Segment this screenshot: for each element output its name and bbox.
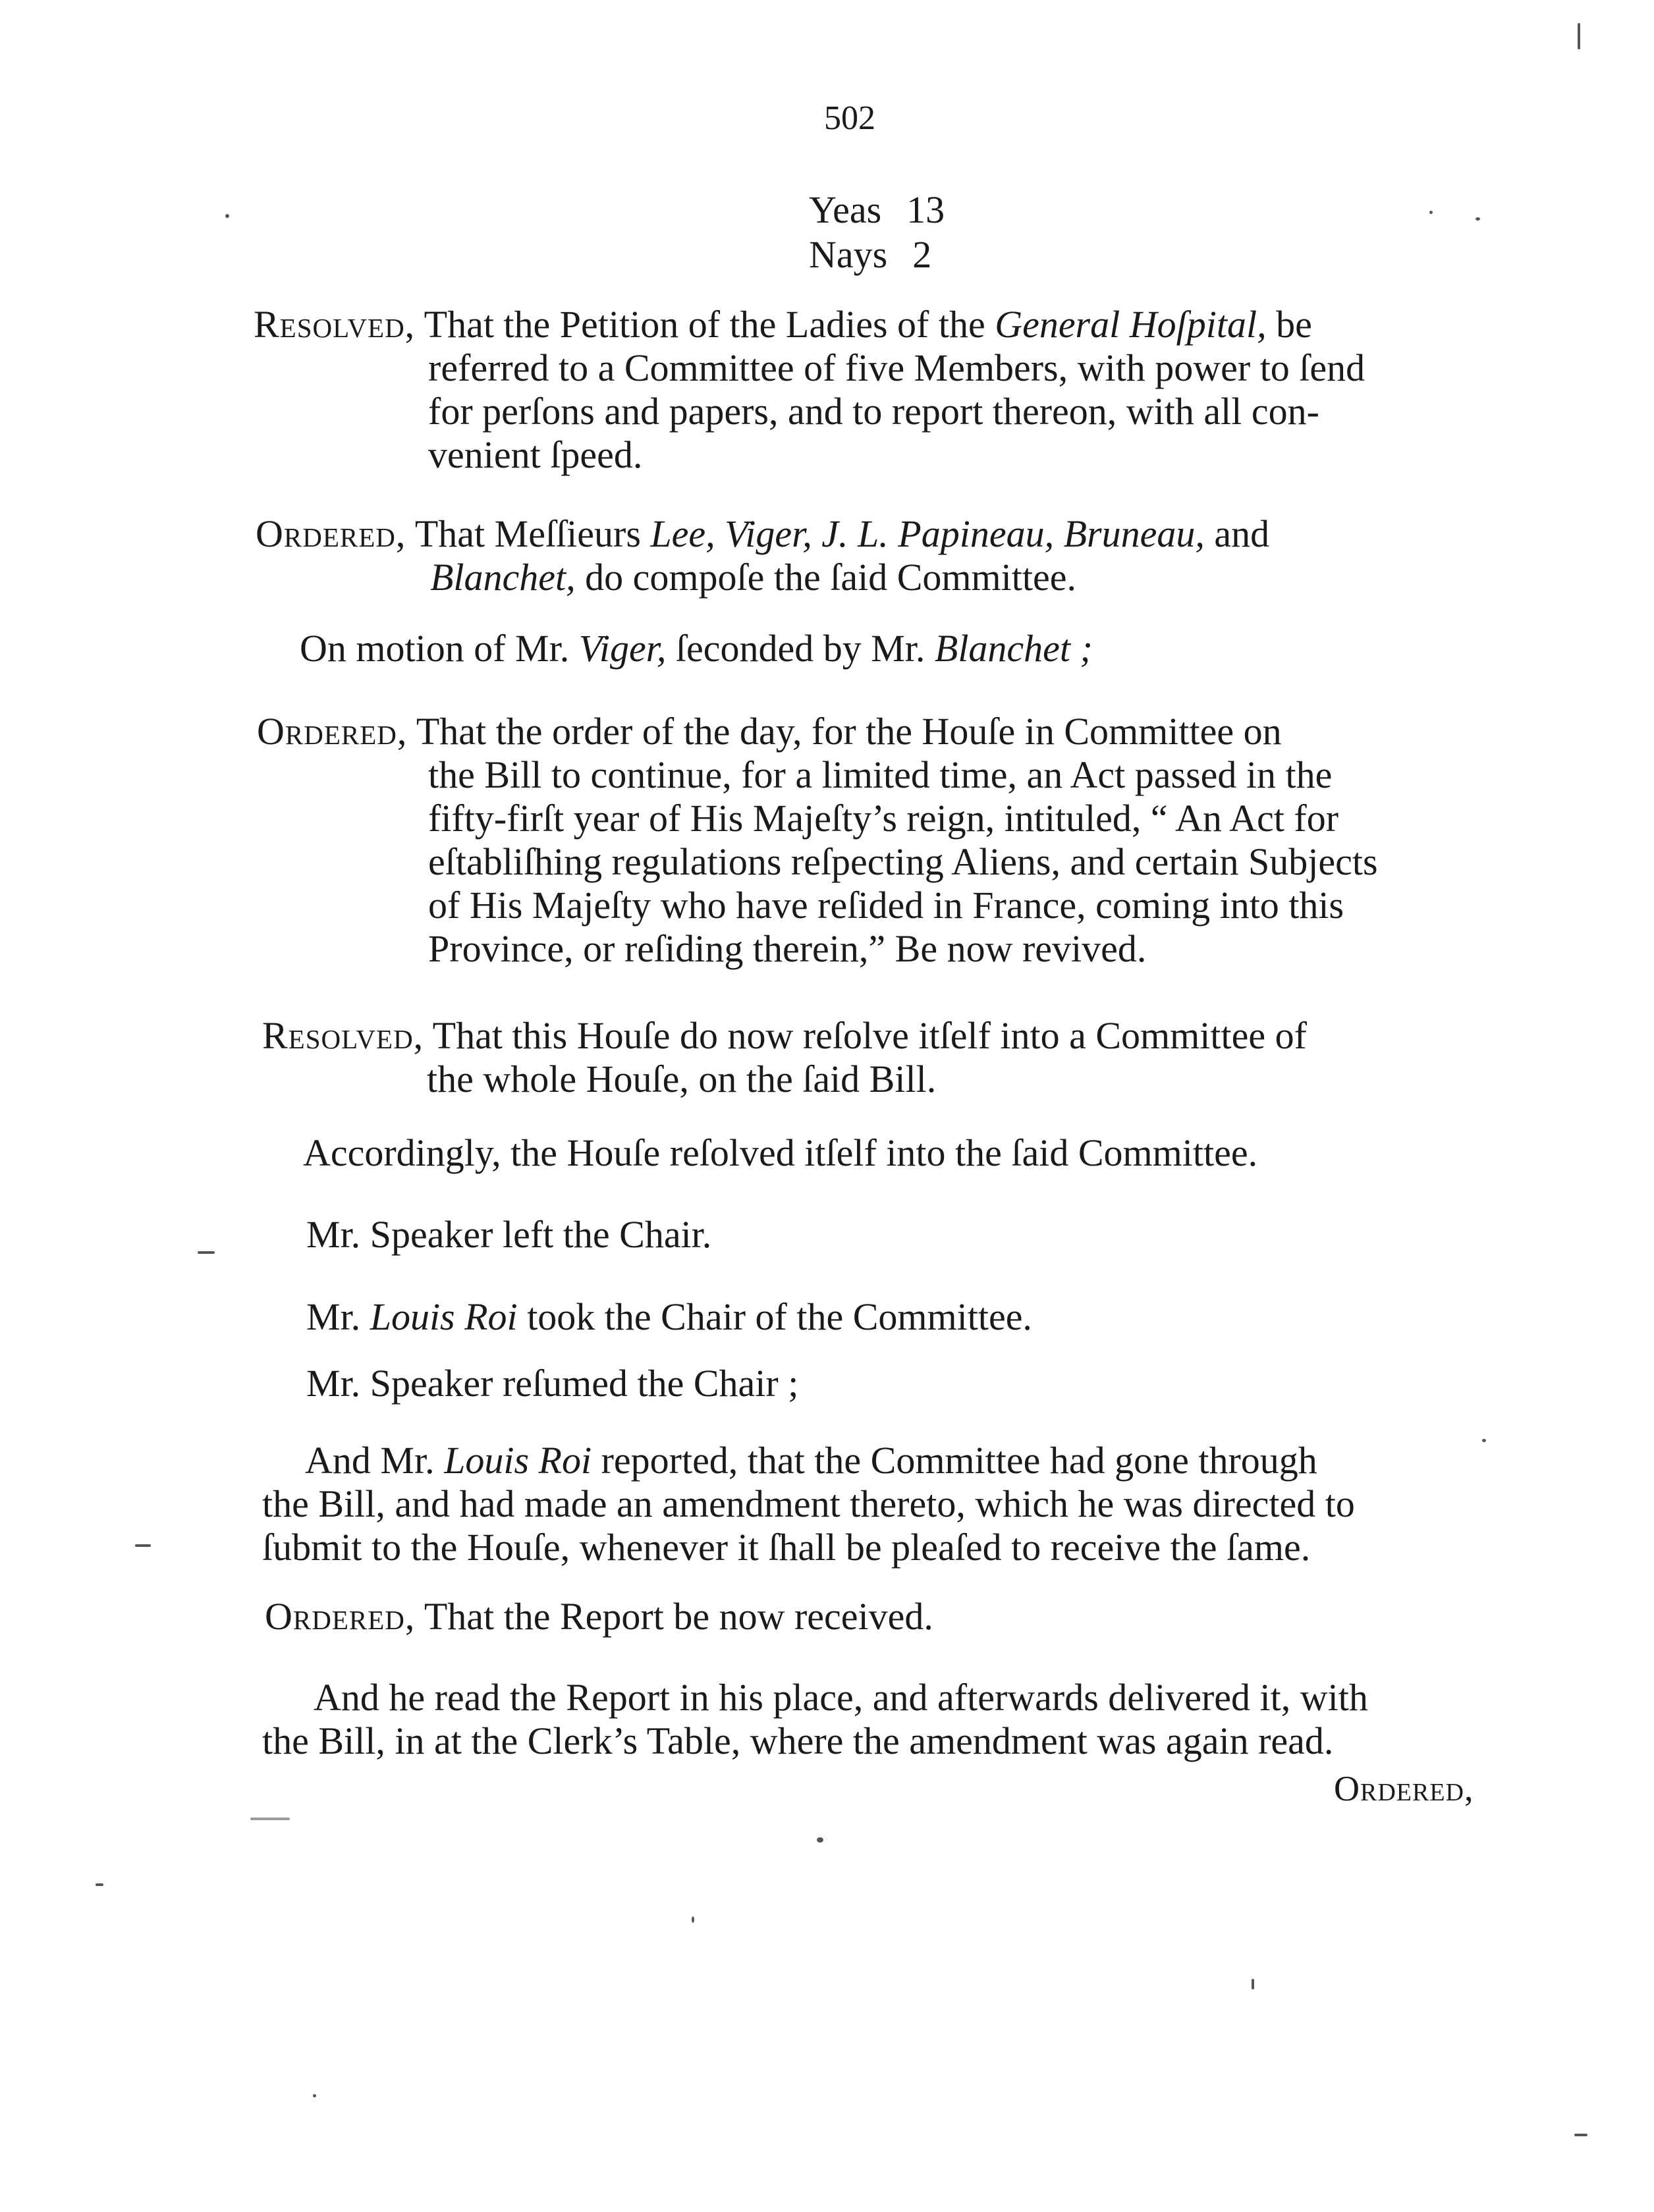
scan-speck [225, 214, 229, 218]
scan-speck [135, 1544, 151, 1547]
ordered-lead: Ordered, [256, 512, 406, 555]
chair-taken-line: Mr. Louis Roi took the Chair of the Committee. [306, 1295, 1032, 1338]
scan-speck [1574, 2134, 1587, 2136]
scan-speck [250, 1818, 290, 1820]
scan-speck [198, 1251, 215, 1254]
nays-count: 2 [912, 233, 932, 276]
scan-speck [1482, 1439, 1486, 1442]
order-of-the-day: Ordered, That the order of the day, for the Houſe in Committee on the Bill to continue, for a limited time, an Act passed in the fifty-firſt year of His Majeſty’s reign, intituled, “ An Act for eſtabliſhing regulations reſpecting Aliens, and certain Subjects of His Majeſty who have reſided in France, coming into this Province, or reſiding therein,” Be now revived. [257, 710, 1378, 970]
nays-tally [809, 232, 931, 277]
page-number: 502 [824, 99, 875, 137]
reporter-name: Louis Roi [444, 1439, 592, 1482]
chairman-name: Louis Roi [370, 1295, 518, 1338]
scan-speck [1429, 211, 1433, 214]
report-delivered-paragraph: And he read the Report in his place, and afterwards delivered it, with the Bill, in at the Clerk’s Table, where the amendment was again read. [262, 1676, 1368, 1762]
ordered-lead: Ordered, [265, 1595, 416, 1638]
hospital-name: General Hoſpital, [995, 303, 1267, 346]
yeas-label: Yeas [809, 188, 882, 231]
speaker-resumed-line: Mr. Speaker reſumed the Chair ; [306, 1362, 799, 1405]
order-report-received: Ordered, That the Report be now received. [265, 1595, 933, 1638]
resolved-lead: Resolved, [262, 1014, 424, 1057]
resolution-petition: Resolved, That the Petition of the Ladies of the General Hoſpital, be referred to a Committee of five Members, with power to ſend for perſons and papers, and to report thereon, with all con- venient ſpeed. [254, 303, 1365, 476]
yeas-tally [809, 188, 945, 232]
yeas-count: 13 [906, 188, 945, 231]
member-name: Lee, [650, 512, 715, 555]
catchword: Ordered, [1334, 1769, 1474, 1808]
resolution-committee-whole: Resolved, That this Houſe do now reſolve itſelf into a Committee of the whole Houſe, on the ſaid Bill. [262, 1014, 1307, 1100]
resolution-line: Resolved, That the Petition of the Ladies of the General Hoſpital, be [254, 303, 1312, 346]
scan-speck [692, 1916, 694, 1923]
speaker-left-line: Mr. Speaker left the Chair. [306, 1213, 712, 1256]
seconder-name: Blanchet ; [934, 627, 1093, 670]
ordered-lead: Ordered, [257, 710, 408, 753]
member-name: Viger, [725, 512, 812, 555]
scan-speck [1475, 217, 1480, 221]
scan-speck [817, 1837, 823, 1843]
motion-line: On motion of Mr. Viger, ſeconded by Mr. Blanchet ; [300, 627, 1093, 670]
scan-speck [1252, 1979, 1254, 1989]
scan-speck [1578, 23, 1580, 49]
member-name: Blanchet, [430, 556, 576, 599]
order-committee-members: Ordered, That Meſſieurs Lee, Viger, J. L. Papineau, Bruneau, and Blanchet, do compoſe the ſaid Committee. [256, 512, 1270, 599]
resolved-lead: Resolved, [254, 303, 416, 346]
mover-name: Viger, [578, 627, 667, 670]
member-name: Bruneau, [1063, 512, 1205, 555]
scan-speck [96, 1883, 103, 1886]
committee-report-paragraph: And Mr. Louis Roi reported, that the Committee had gone through the Bill, and had made an amendment thereto, which he was directed to ſubmit to the Houſe, whenever it ſhall be pleaſed to receive the ſame. [262, 1439, 1355, 1569]
member-name: J. L. Papineau, [821, 512, 1055, 555]
accordingly-line: Accordingly, the Houſe reſolved itſelf into the ſaid Committee. [303, 1131, 1258, 1174]
scan-speck [313, 2094, 316, 2097]
nays-label: Nays [809, 233, 888, 276]
